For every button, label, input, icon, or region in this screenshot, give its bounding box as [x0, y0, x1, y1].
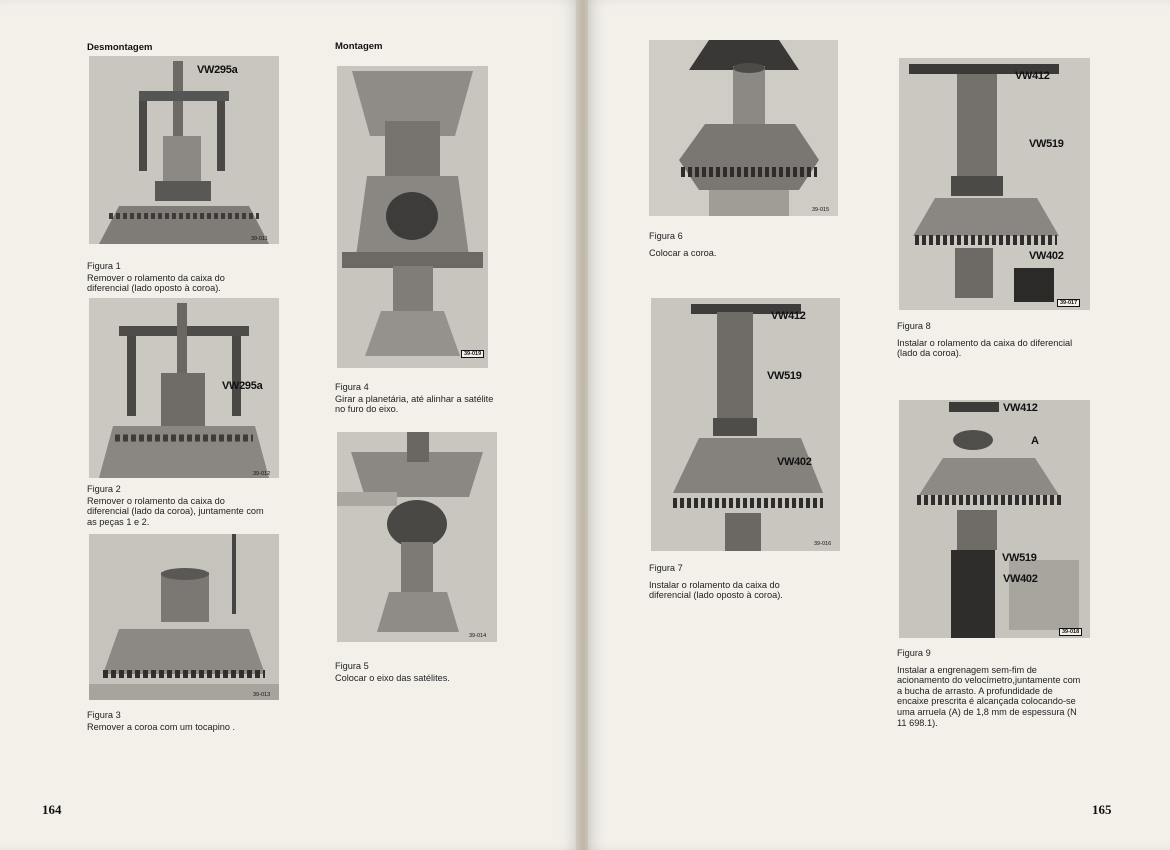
figure-2-label-vw295a: VW295a — [222, 380, 263, 392]
figure-5-stamp: 39-014 — [469, 633, 487, 639]
figure-9-label-vw519: VW519 — [1002, 552, 1037, 564]
figure-8-text: Instalar o rolamento da caixa do diferencial (lado da coroa). — [897, 337, 1073, 359]
figure-7-label-vw412: VW412 — [771, 310, 806, 322]
figure-3-number: Figura 3 — [87, 710, 121, 720]
heading-desmontagem: Desmontagem — [87, 42, 153, 53]
figure-8-label-vw519: VW519 — [1029, 138, 1064, 150]
right-page-number: 165 — [1092, 802, 1112, 817]
figure-9-label-vw402: VW402 — [1003, 573, 1038, 585]
figure-2-text: Remover o rolamento da caixa do diferencial (lado da coroa), juntamente com as peças 1 e 2. — [87, 495, 264, 527]
figure-3-stamp: 39-013 — [253, 692, 271, 698]
figure-5-text: Colocar o eixo das satélites. — [335, 672, 450, 683]
figure-3-caption — [87, 710, 267, 732]
figure-5-photo — [337, 432, 497, 642]
figure-9-number: Figura 9 — [897, 648, 931, 658]
figure-1-stamp: 39-011 — [251, 236, 268, 242]
figure-6-stamp: 39-015 — [812, 207, 830, 213]
figure-9-text: Instalar a engrenagem sem-fim de acionamento do velocímetro,juntamente com a bucha de arrasto. A profundidade de encaixe prescrita é alcançada colocando-se uma arruela (A) de 1,8 mm de espessura (N 11 698.1). — [897, 664, 1081, 728]
figure-9-stamp: 39-018 — [1059, 628, 1082, 636]
figure-6-text: Colocar a coroa. — [649, 247, 717, 258]
figure-5-caption — [335, 661, 495, 683]
figure-2-caption — [87, 484, 267, 527]
figure-2-number: Figura 2 — [87, 484, 121, 494]
figure-4-photo — [337, 66, 488, 368]
figure-1-photo — [89, 56, 279, 244]
figure-3-text: Remover a coroa com um tocapino . — [87, 721, 236, 732]
figure-8-caption — [897, 321, 1077, 359]
figure-9-caption — [897, 648, 1087, 728]
figure-2-stamp: 39-012 — [253, 471, 271, 477]
figure-7-label-vw519: VW519 — [767, 370, 802, 382]
heading-montagem: Montagem — [335, 41, 383, 52]
figure-9-photo — [899, 400, 1090, 638]
figure-7-caption — [649, 563, 824, 601]
figure-1-text: Remover o rolamento da caixa do diferencial (lado oposto à coroa). — [87, 272, 225, 294]
figure-6-caption — [649, 231, 829, 258]
figure-6-photo — [649, 40, 838, 216]
figure-9-label-a: A — [1031, 435, 1039, 447]
figure-7-label-vw402: VW402 — [777, 456, 812, 468]
figure-7-stamp: 39-016 — [814, 541, 832, 547]
figure-1-caption — [87, 261, 262, 294]
figure-8-stamp: 39-017 — [1057, 299, 1080, 307]
figure-6-number: Figura 6 — [649, 231, 683, 241]
left-page-number: 164 — [42, 802, 62, 817]
figure-7-text: Instalar o rolamento da caixa do diferencial (lado oposto à coroa). — [649, 579, 783, 601]
figure-8-label-vw402: VW402 — [1029, 250, 1064, 262]
figure-1-number: Figura 1 — [87, 261, 121, 271]
figure-9-label-vw412: VW412 — [1003, 402, 1038, 414]
figure-2-photo — [89, 298, 279, 478]
figure-7-number: Figura 7 — [649, 563, 683, 573]
figure-4-number: Figura 4 — [335, 382, 369, 392]
figure-4-text: Girar a planetária, até alinhar a satélite no furo do eixo. — [335, 393, 494, 415]
figure-7-photo — [651, 298, 840, 551]
figure-4-stamp: 39-019 — [461, 350, 484, 358]
figure-1-label-vw295a: VW295a — [197, 64, 238, 76]
figure-3-photo — [89, 534, 279, 700]
figure-8-photo — [899, 58, 1090, 310]
figure-8-number: Figura 8 — [897, 321, 931, 331]
figure-5-number: Figura 5 — [335, 661, 369, 671]
figure-4-caption — [335, 382, 495, 415]
figure-8-label-vw412: VW412 — [1015, 70, 1050, 82]
